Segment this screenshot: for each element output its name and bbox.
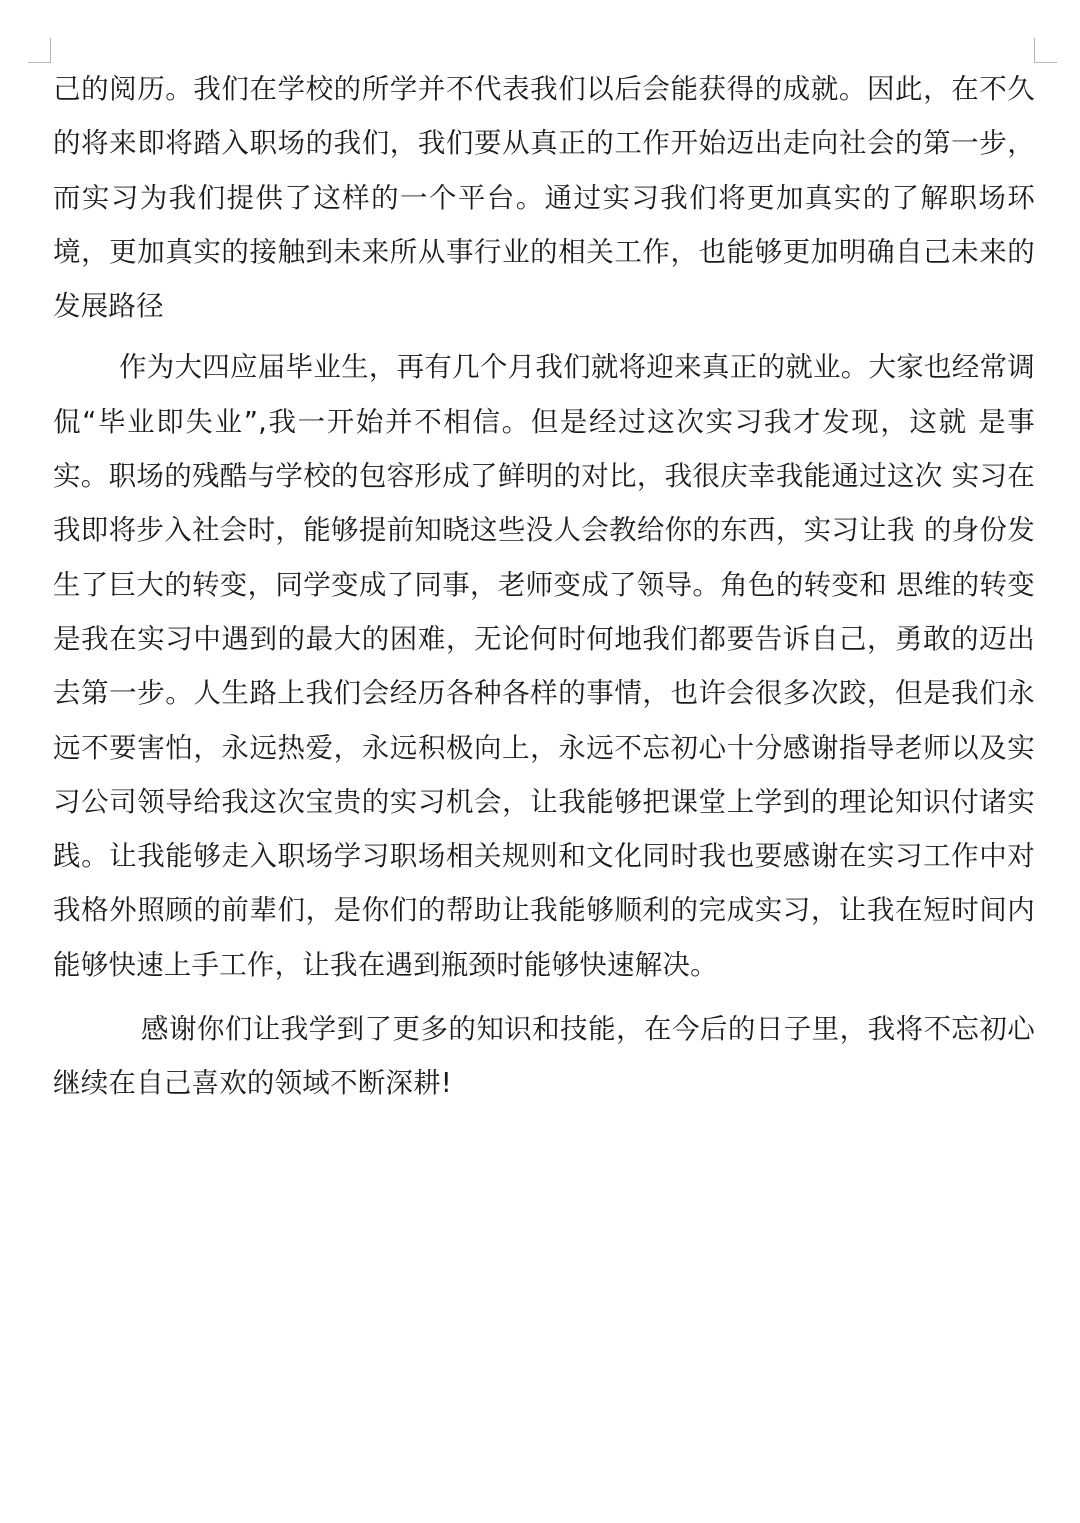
crop-mark-top-left [28,38,51,63]
paragraph-1: 己的阅历。我们在学校的所学并不代表我们以后会能获得的成就。因此，在不久的将来即将踏入职场的我们，我们要从真正的工作开始迈出走向社会的第一步，而实习为我们提供了这样的一个平台。通过实习我们将更加真实的了解职场环境，更加真实的接触到未来所从事行业的相关工作，也能够更加明确自己未来的发展路径 [53,73,1035,323]
paragraph-3: 感谢你们让我学到了更多的知识和技能，在今后的日子里，我将不忘初心继续在自己喜欢的领域不断深耕! [53,1013,1035,1100]
paragraph-2: 作为大四应届毕业生，再有几个月我们就将迎来真正的就业。大家也经常调侃“毕业即失业”,我一开始并不相信。但是经过这次实习我才发现，这就 是事实。职场的残酷与学校的包容形成了鲜明的对比，我很庆幸我能通过这次 实习在我即将步入社会时，能够提前知晓这些没人会教给你的东西，实习让我 的身份发生了巨大的转变，同学变成了同事，老师变成了领导。角色的转变和 思维的转变是我在实习中遇到的最大的困难，无论何时何地我们都要告诉自己，勇敢的迈出去第一步。人生路上我们会经历各种各样的事情，也许会很多次跤，但是我们永远不要害怕，永远热爱，永远积极向上，永远不忘初心十分感谢指导老师以及实习公司领导给我这次宝贵的实习机会，让我能够把课堂上学到的理论知识付诸实践。让我能够走入职场学习职场相关规则和文化同时我也要感谢在实习工作中对我格外照顾的前辈们，是你们的帮助让我能够顺利的完成实习，让我在短时间内能够快速上手工作，让我在遇到瓶颈时能够快速解决。 [53,351,1035,981]
crop-mark-top-right [1034,38,1057,63]
document-body [53,62,1035,1111]
